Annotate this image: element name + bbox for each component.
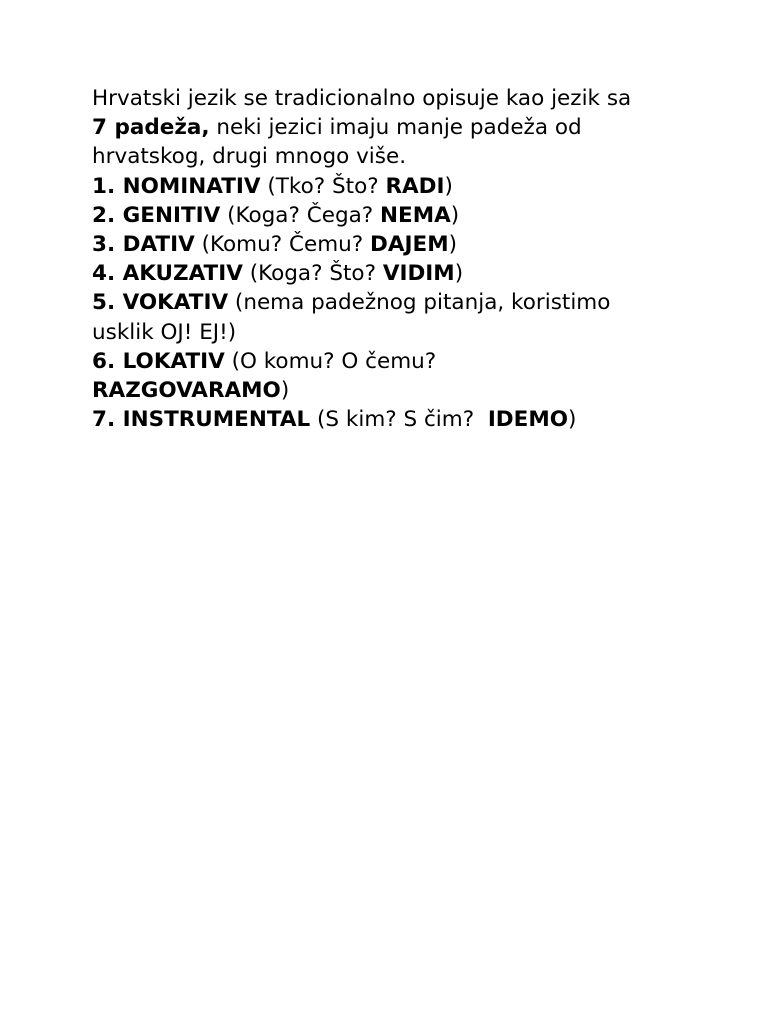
case-name: 3. DATIV: [92, 232, 195, 258]
case-name: 6. LOKATIV: [92, 348, 225, 374]
case-name: 7. INSTRUMENTAL: [92, 407, 311, 433]
case-item-genitiv: [92, 201, 712, 230]
case-name: 1. NOMINATIV: [92, 173, 261, 199]
intro-paragraph: [92, 84, 712, 172]
case-name: 5. VOKATIV: [92, 290, 229, 316]
case-verb: DAJEM: [370, 232, 449, 258]
case-name: 2. GENITIV: [92, 202, 221, 228]
case-close: ): [280, 378, 290, 404]
case-close: ): [450, 202, 460, 228]
case-item-dativ: [92, 230, 712, 259]
case-name: 4. AKUZATIV: [92, 261, 243, 287]
case-questions: (Komu? Čemu?: [194, 232, 371, 258]
case-close: ): [448, 232, 457, 258]
case-questions: (Koga? Čega?: [220, 202, 381, 228]
case-continuation: usklik OJ! EJ!): [92, 319, 237, 345]
case-questions: (S kim? S čim?: [310, 407, 488, 433]
case-item-nominativ: [92, 172, 712, 201]
case-questions: (Tko? Što?: [260, 173, 386, 199]
case-item-akuzativ: [92, 259, 712, 288]
case-questions: (Koga? Što?: [242, 261, 383, 287]
case-item-lokativ: [92, 347, 712, 405]
case-verb: IDEMO: [487, 407, 569, 433]
intro-line-2-rest: neki jezici imaju manje padeža od: [209, 115, 582, 141]
case-close: ): [454, 261, 464, 287]
intro-line-3: hrvatskog, drugi mnogo više.: [92, 144, 407, 170]
case-close: ): [444, 173, 453, 199]
case-verb: VIDIM: [382, 261, 455, 287]
case-questions: (O komu? O čemu?: [224, 348, 437, 374]
intro-line-1: Hrvatski jezik se tradicionalno opisuje kao jezik sa: [92, 86, 632, 111]
intro-bold-count: 7 padeža,: [92, 115, 210, 141]
document-page: [92, 84, 712, 434]
case-verb: NEMA: [380, 202, 451, 228]
case-close: ): [568, 407, 577, 433]
case-verb: RADI: [385, 173, 445, 199]
case-verb: RAZGOVARAMO: [92, 378, 281, 404]
case-questions: (nema padežnog pitanja, koristimo: [228, 290, 611, 316]
case-item-vokativ: [92, 288, 712, 346]
case-item-instrumental: [92, 405, 712, 434]
